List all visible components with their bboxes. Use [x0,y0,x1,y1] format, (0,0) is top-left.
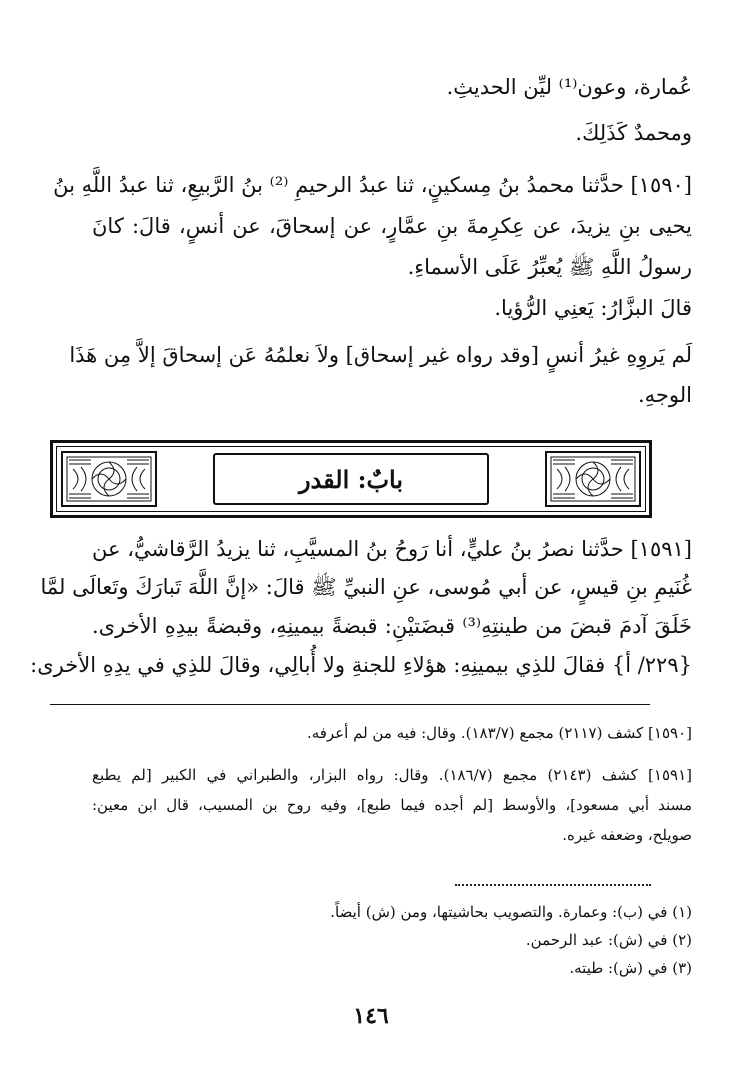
source-note: [١٥٩٠] كشف (٢١١٧) مجمع (١٨٣/٧). وقال: فيه من لم أعرفه. [306,724,692,742]
hadith-1590-line: [١٥٩٠] حدَّثنا محمدُ بنُ مِسكينٍ، ثنا عبدُ الرحيمِ ⁽²⁾ بنُ الرَّبيعِ، ثنا عبدُ اللَّهِ بنُ [53,173,692,197]
hadith-1590-line: قالَ البزَّارُ: يَعنِي الرُّؤيا. [494,296,692,320]
chapter-title: بابٌ: القدر [298,464,404,494]
hadith-1590-line: رسولُ اللَّهِ ﷺ يُعبِّرُ عَلَى الأسماءِ. [407,255,692,279]
hadith-1590-line: لَم يَروِهِ غيرُ أنسٍ [وقد رواه غير إسحاق] ولاَ نعلمُهُ عَن إسحاقَ إلاَّ مِن هَذَا [69,343,692,367]
hadith-1590-line: يحيى بنِ يزيدَ، عن عِكرِمةَ بنِ عمَّارٍ، عن إسحاقَ، عن أنسٍ، قالَ: كانَ [92,214,692,238]
hadith-1591-line: غُنَيمِ بنِ قيسٍ، عن أبي مُوسى، عنِ النبيِّ ﷺ قالَ: «إنَّ اللَّهَ تَبارَكَ وتَعالَى لمَّا [40,575,692,599]
footnote: (١) في (ب): وعمارة. والتصويب بحاشيتها، ومن (ش) أيضاً. [330,903,692,921]
footnote: (٢) في (ش): عبد الرحمن. [525,931,692,949]
footnote-separator [455,884,651,886]
source-note: [١٥٩١] كشف (٢١٤٣) مجمع (١٨٦/٧). وقال: رواه البزار، والطبراني في الكبير [لم يطبع [92,766,692,784]
text-line: ومحمدٌ كَذَلِكَ. [575,121,692,145]
chapter-title-box [213,453,489,505]
hadith-1591-line: {٢٢٩/ أ} فقالَ للذِي بيمينِهِ: هؤلاءِ للجنةِ ولا أُبالِي، وقالَ للذِي في يدِهِ الأخرى: [30,653,692,677]
hadith-1591-line: خَلَقَ آدمَ قبضَ من طينتِهِ⁽³⁾ قبضَتيْنِ: قبضةً بيمينِهِ، وقبضةً بيدِهِ الأخرى. [92,614,692,638]
right-ornament-icon [545,451,641,507]
hadith-1590-line: الوجهِ. [638,383,692,407]
footnote: (٣) في (ش): طيته. [569,959,692,977]
source-separator [50,704,650,705]
chapter-banner [50,440,652,518]
source-note: صويلح، وضعفه غيره. [562,826,692,844]
text-line: عُمارة، وعون⁽¹⁾ ليِّن الحديثِ. [446,75,692,99]
source-note: مسند أبي مسعود]، والأوسط [لم أجده فيما طبع]، وفيه روح بن المسيب، قال ابن معين: [92,796,692,814]
page-number: ١٤٦ [353,1003,389,1029]
hadith-1591-line: [١٥٩١] حدَّثنا نصرُ بنُ عليٍّ، أنا رَوحُ بنُ المسيَّبِ، ثنا يزيدُ الرَّقاشيُّ، عن [92,537,692,561]
left-ornament-icon [61,451,157,507]
